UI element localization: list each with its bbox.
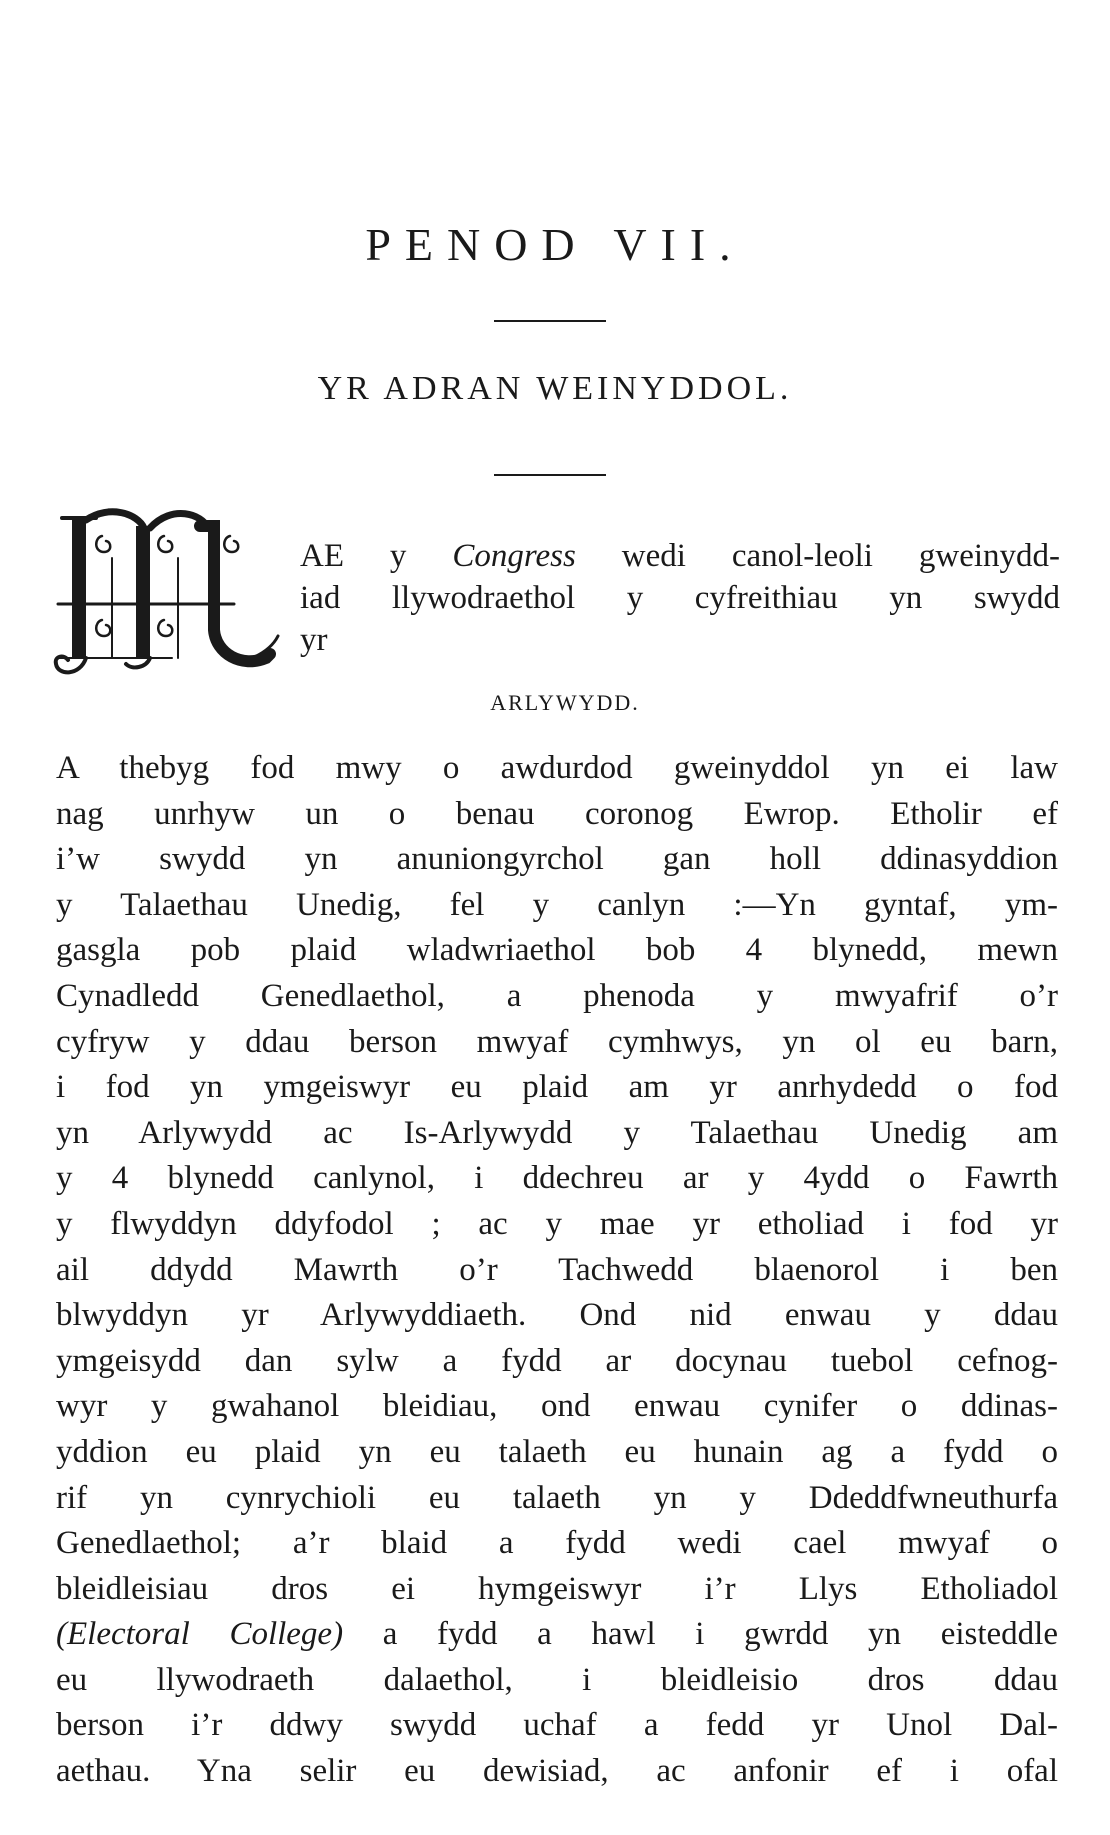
intro-paragraph xyxy=(300,535,1060,661)
intro-line-2: iad llywodraethol y cyfreithiau yn swydd xyxy=(300,580,1060,616)
sub-heading: ARLYWYDD. xyxy=(490,690,640,715)
body-line: gasgla pob plaid wladwriaethol bob 4 blynedd, mewn xyxy=(56,932,1058,969)
chapter-title: PENOD VII. xyxy=(365,219,745,270)
title-divider xyxy=(494,320,606,322)
body-line: y flwyddyn ddyfodol ; ac y mae yr etholiad i fod yr xyxy=(56,1205,1058,1242)
drop-cap-ornament xyxy=(52,508,292,678)
section-divider xyxy=(494,474,606,476)
intro-line-3: yr xyxy=(300,622,328,658)
body-line: ymgeisydd dan sylw a fydd ar docynau tuebol cefnog- xyxy=(56,1342,1058,1379)
body-line: bleidleisiau dros ei hymgeiswyr i’r Llys Etholiadol xyxy=(56,1570,1058,1607)
body-line-electoral-college: (Electoral College) a fydd a hawl i gwrdd yn eisteddle xyxy=(56,1616,1058,1653)
electoral-college-italic: (Electoral College) xyxy=(56,1616,344,1653)
body-line: nag unrhyw un o benau coronog Ewrop. Etholir ef xyxy=(56,795,1058,832)
body-line: aethau. Yna selir eu dewisiad, ac anfonir ef i ofal xyxy=(56,1753,1058,1790)
body-line: yn Arlywydd ac Is-Arlywydd y Talaethau Unedig am xyxy=(56,1114,1058,1151)
congress-italic: Congress xyxy=(452,538,576,574)
body-line: A thebyg fod mwy o awdurdod gweinyddol yn ei law xyxy=(56,750,1058,786)
body-line: eu llywodraeth dalaethol, i bleidleisio dros ddau xyxy=(56,1661,1058,1698)
body-line: rif yn cynrychioli eu talaeth yn y Ddeddfwneuthurfa xyxy=(56,1479,1058,1516)
body-line: ail ddydd Mawrth o’r Tachwedd blaenorol i ben xyxy=(56,1251,1058,1288)
body-line: i fod yn ymgeiswyr eu plaid am yr anrhydedd o fod xyxy=(56,1069,1058,1106)
body-line: i’w swydd yn anuniongyrchol gan holl ddinasyddion xyxy=(56,841,1058,878)
body-paragraph xyxy=(56,746,1058,1795)
intro-line-1: AE y Congress wedi canol-leoli gweinydd- xyxy=(300,538,1061,574)
body-line: wyr y gwahanol bleidiau, ond enwau cynifer o ddinas- xyxy=(56,1388,1058,1425)
body-line: Cynadledd Genedlaethol, a phenoda y mwyafrif o’r xyxy=(56,977,1058,1014)
section-title: YR ADRAN WEINYDDOL. xyxy=(317,370,793,407)
body-line: berson i’r ddwy swydd uchaf a fedd yr Unol Dal- xyxy=(56,1707,1058,1744)
body-line: y Talaethau Unedig, fel y canlyn :—Yn gyntaf, ym- xyxy=(56,886,1058,923)
body-line: y 4 blynedd canlynol, i ddechreu ar y 4ydd o Fawrth xyxy=(56,1160,1058,1197)
body-line: Genedlaethol; a’r blaid a fydd wedi cael mwyaf o xyxy=(56,1525,1058,1562)
body-line: yddion eu plaid yn eu talaeth eu hunain ag a fydd o xyxy=(56,1433,1058,1470)
body-line: blwyddyn yr Arlywyddiaeth. Ond nid enwau y ddau xyxy=(56,1297,1058,1334)
body-line: cyfryw y ddau berson mwyaf cymhwys, yn ol eu barn, xyxy=(56,1023,1058,1060)
